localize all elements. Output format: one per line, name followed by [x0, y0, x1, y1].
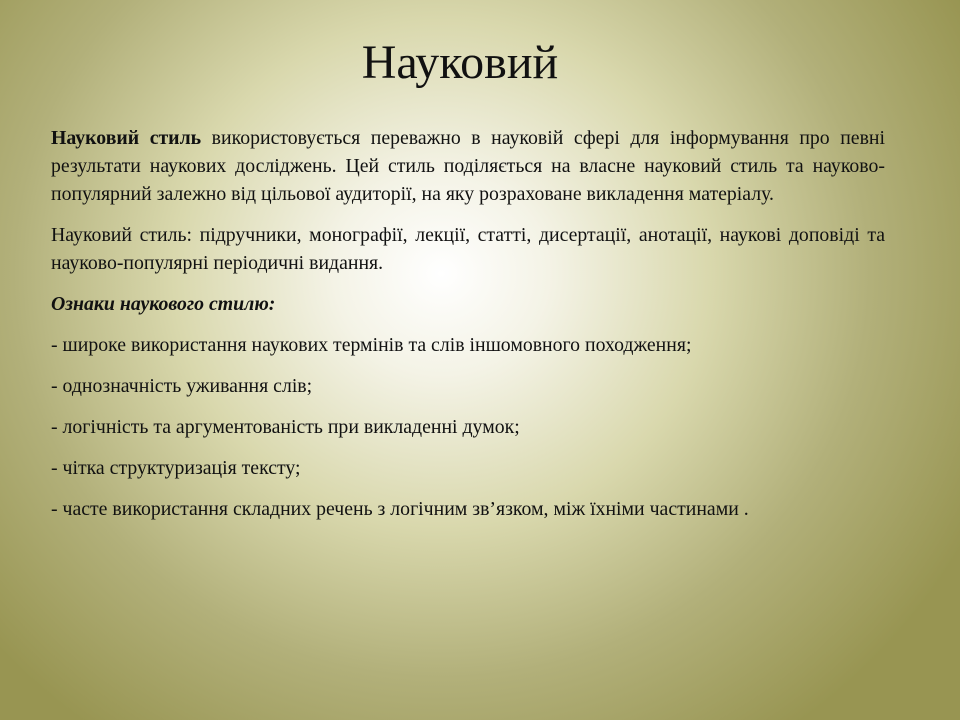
slide-title: Науковий — [361, 36, 559, 89]
feature-item: - чітка структуризація тексту; — [51, 457, 301, 479]
intro-paragraph — [51, 124, 885, 208]
feature-item: - логічність та аргументованість при викладенні думок; — [51, 416, 520, 438]
slide-content — [51, 124, 885, 536]
intro-text: використовується переважно в науковій сфері для інформування про певні результати наукових досліджень. Цей стиль поділяється на власне науковий стиль та науково-популярний залежно від цільової аудиторії, на яку розраховане викладення матеріалу. — [51, 127, 886, 205]
feature-item: - однозначність уживання слів; — [51, 375, 313, 397]
genres-paragraph: Науковий стиль: підручники, монографії, лекції, статті, дисертації, анотації, наукові доповіді та науково-популярні періодичні видання. — [51, 224, 885, 274]
intro-bold-term: Науковий стиль — [51, 127, 202, 149]
features-heading: Ознаки наукового стилю: — [51, 293, 276, 315]
feature-item: - часте використання складних речень з логічним зв’язком, між їхніми частинами . — [51, 498, 749, 520]
feature-item: - широке використання наукових термінів та слів іншомовного походження; — [51, 334, 692, 356]
